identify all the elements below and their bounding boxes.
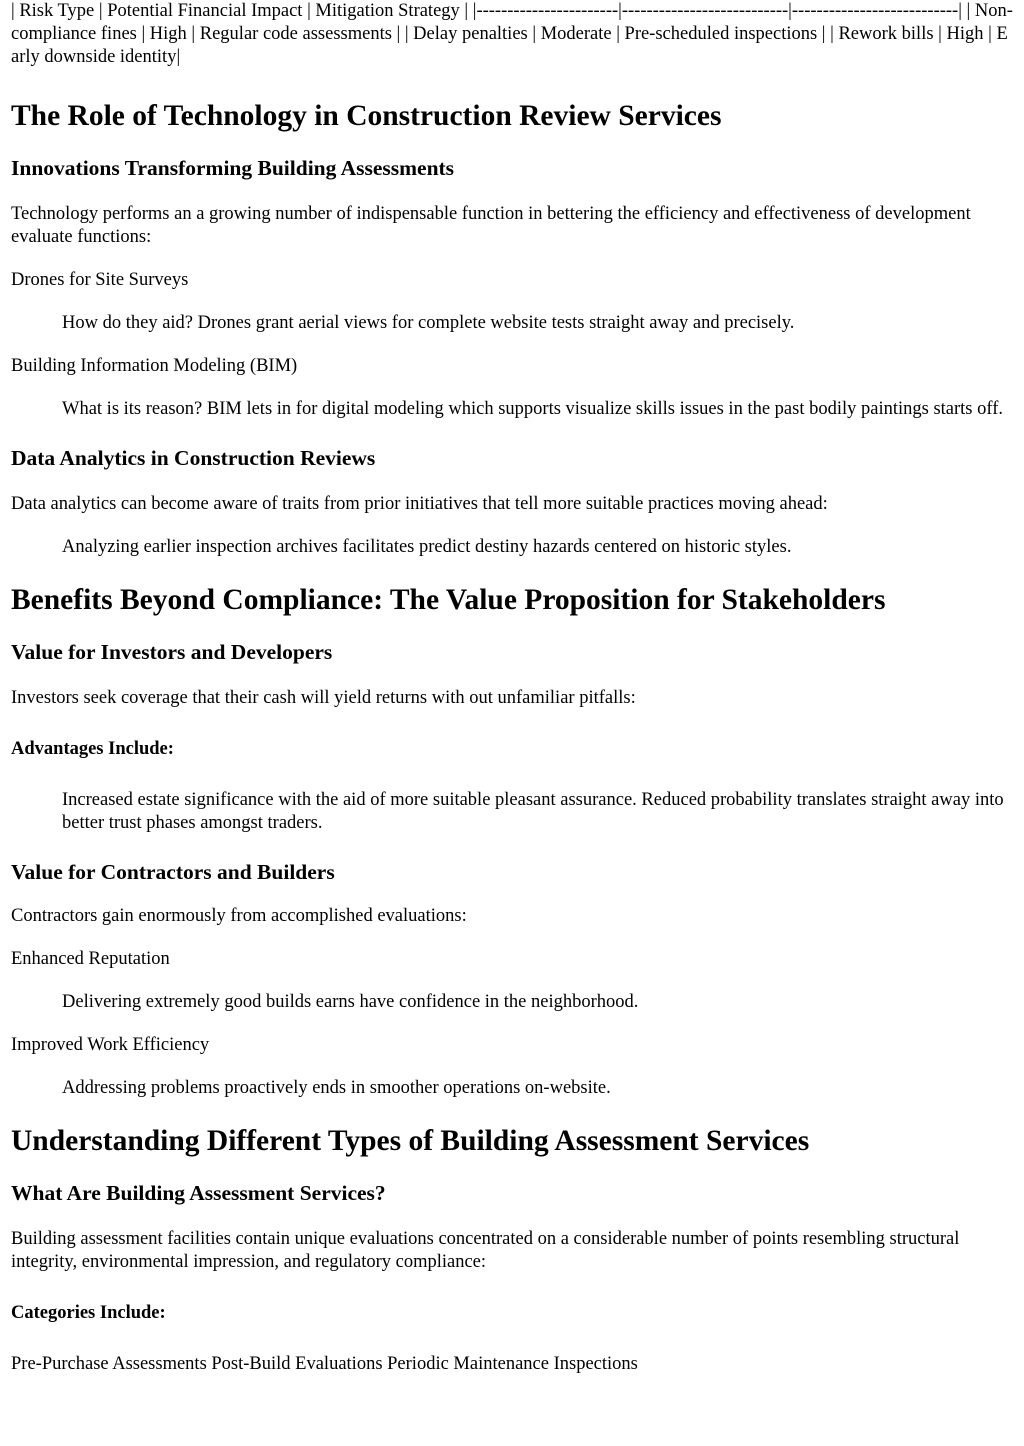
analytics-definition-list	[11, 536, 1013, 559]
categories-label: Categories Include:	[11, 1303, 166, 1323]
markdown-table-text: | Risk Type | Potential Financial Impact | Mitigation Strategy | |-----------------------|---------------------------|---------------------------| | Non-compliance fines | High | Regular code assessments | | Delay penalties | Moderate | Pre-scheduled inspections | | Rework bills | High | Early downside identity|	[11, 1, 1013, 67]
paragraph-contractors-intro: Contractors gain enormously from accomplished evaluations:	[11, 906, 467, 926]
contractors-definition-list	[11, 948, 1013, 1100]
term-drones: Drones for Site Surveys	[11, 270, 189, 290]
innovations-definition-list	[11, 269, 1013, 421]
paragraph-analytics-intro: Data analytics can become aware of traits from prior initiatives that tell more suitable practices moving ahead:	[11, 494, 828, 514]
term-enhanced-reputation: Enhanced Reputation	[11, 949, 170, 969]
heading-investors: Value for Investors and Developers	[11, 640, 333, 664]
advantages-definition-list	[11, 789, 1013, 835]
definition-drones: How do they aid? Drones grant aerial views for complete website tests straight away and precisely.	[62, 313, 795, 333]
definition-bim: What is its reason? BIM lets in for digital modeling which supports visualize skills issues in the past bodily paintings starts off.	[62, 399, 1003, 419]
heading-technology: The Role of Technology in Construction Review Services	[11, 100, 722, 132]
paragraph-investors-intro: Investors seek coverage that their cash will yield returns with out unfamiliar pitfalls:	[11, 688, 636, 708]
term-improved-work-efficiency: Improved Work Efficiency	[11, 1035, 210, 1055]
definition-enhanced-reputation: Delivering extremely good builds earns have confidence in the neighborhood.	[62, 992, 639, 1012]
heading-assessment-types: Understanding Different Types of Building Assessment Services	[11, 1125, 810, 1157]
paragraph-assessment-intro: Building assessment facilities contain unique evaluations concentrated on a considerable number of points resembling structural integrity, environmental impression, and regulatory compliance:	[11, 1229, 960, 1272]
heading-data-analytics: Data Analytics in Construction Reviews	[11, 446, 376, 470]
definition-advantages: Increased estate significance with the aid of more suitable pleasant assurance. Reduced probability translates straight away into better trust phases amongst traders.	[62, 790, 1004, 833]
definition-analytics: Analyzing earlier inspection archives facilitates predict destiny hazards centered on historic styles.	[62, 537, 792, 557]
heading-contractors: Value for Contractors and Builders	[11, 860, 335, 884]
categories-text: Pre-Purchase Assessments Post-Build Evaluations Periodic Maintenance Inspections	[11, 1354, 638, 1374]
heading-what-are-assessment-services: What Are Building Assessment Services?	[11, 1181, 386, 1205]
advantages-label: Advantages Include:	[11, 739, 174, 759]
paragraph-innovations-intro: Technology performs an a growing number of indispensable function in bettering the efficiency and effectiveness of development evaluate functions:	[11, 204, 971, 247]
term-bim: Building Information Modeling (BIM)	[11, 356, 298, 376]
heading-innovations: Innovations Transforming Building Assessments	[11, 156, 455, 180]
definition-improved-work-efficiency: Addressing problems proactively ends in smoother operations on-website.	[62, 1078, 611, 1098]
heading-benefits: Benefits Beyond Compliance: The Value Proposition for Stakeholders	[11, 584, 886, 616]
